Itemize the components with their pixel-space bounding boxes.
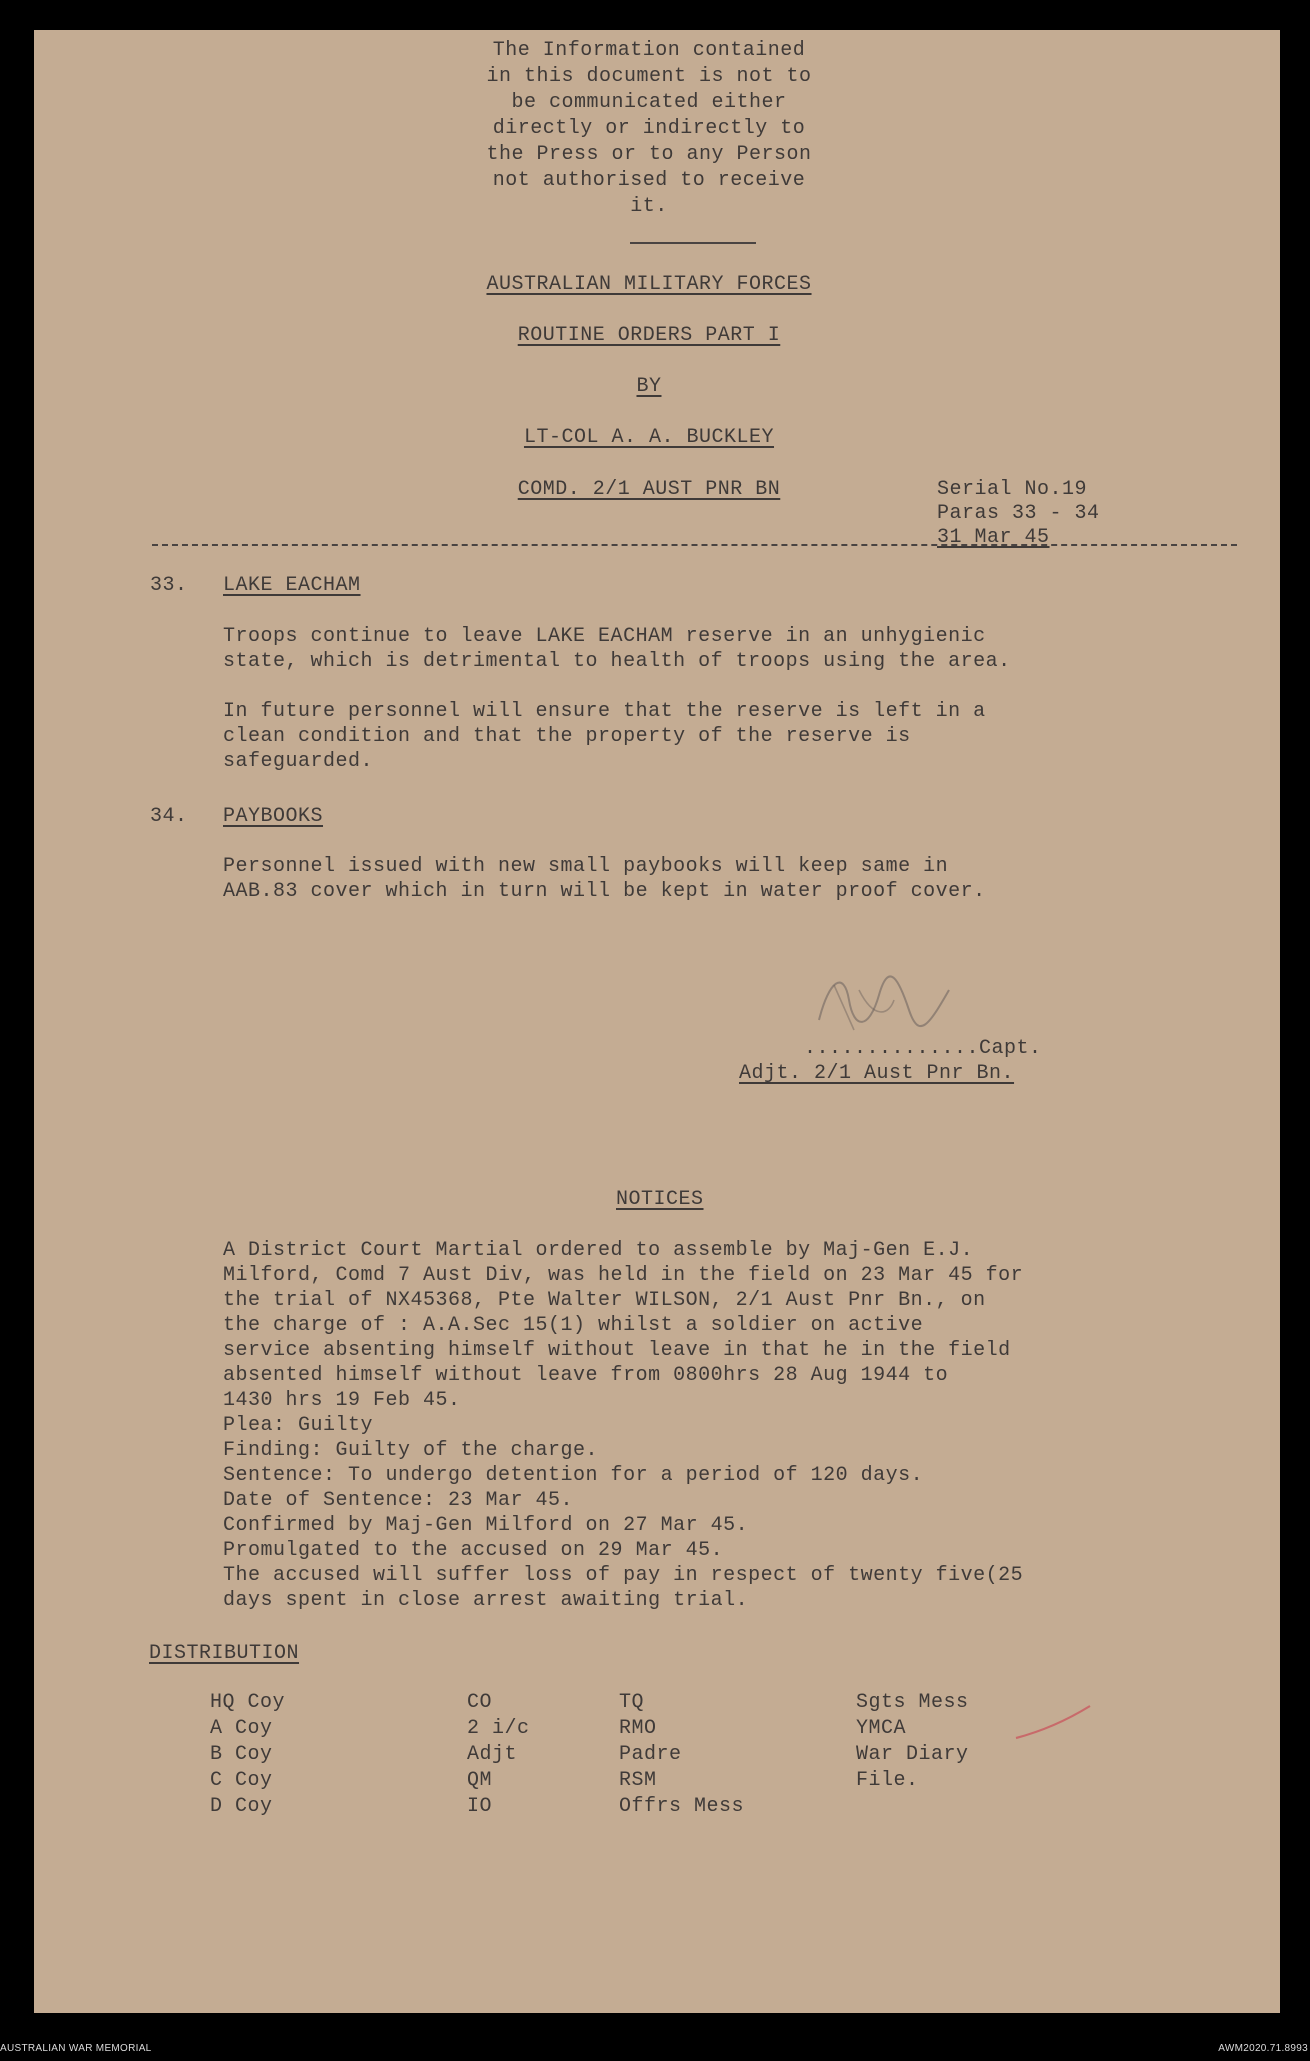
caveat-line: in this document is not to	[486, 65, 812, 88]
para-number: 33.	[150, 574, 188, 597]
footer-left: AUSTRALIAN WAR MEMORIAL	[0, 2043, 152, 2054]
signature-line: ..............Capt.	[804, 1037, 1042, 1060]
caveat-line: directly or indirectly to	[492, 117, 806, 140]
distribution-column	[210, 1690, 285, 1820]
notice-line: Finding: Guilty of the charge.	[223, 1439, 599, 1462]
para-title: LAKE EACHAM	[223, 574, 361, 597]
command-heading: COMD. 2/1 AUST PNR BN	[517, 478, 781, 501]
distribution-item: 2 i/c	[467, 1717, 530, 1740]
notices-title: NOTICES	[616, 1188, 704, 1211]
para-text: In future personnel will ensure that the reserve is left in a clean condition and that the property of the reserve is safeguarded.	[223, 700, 986, 773]
serial-number: Serial No.19	[937, 478, 1088, 501]
serial-block	[937, 478, 1100, 550]
serial-date: 31 Mar 45	[937, 526, 1050, 549]
distribution-item: War Diary	[856, 1743, 969, 1766]
footer-right: AWM2020.71.8993	[1218, 2043, 1308, 2054]
by-heading: BY	[636, 375, 662, 398]
notice-line: 1430 hrs 19 Feb 45.	[223, 1389, 461, 1412]
notice-line: Sentence: To undergo detention for a period of 120 days.	[223, 1464, 924, 1487]
distribution-item: TQ	[619, 1691, 645, 1714]
para-text: Troops continue to leave LAKE EACHAM reserve in an unhygienic state, which is detrimental to health of troops using the area.	[223, 625, 1011, 673]
caveat-line: the Press or to any Person	[486, 143, 812, 166]
notice-body	[223, 1238, 1223, 1613]
distribution-item: CO	[467, 1691, 493, 1714]
distribution-item: Sgts Mess	[856, 1691, 969, 1714]
distribution-item: Adjt	[467, 1743, 518, 1766]
notice-line: A District Court Martial ordered to assemble by Maj-Gen E.J.	[223, 1239, 974, 1262]
distribution-item: QM	[467, 1769, 493, 1792]
caveat-line: The Information contained	[492, 39, 806, 62]
notice-line: service absenting himself without leave in that he in the field	[223, 1339, 1011, 1362]
notice-line: Plea: Guilty	[223, 1414, 374, 1437]
notice-line: Promulgated to the accused on 29 Mar 45.	[223, 1539, 724, 1562]
distribution-column	[467, 1690, 530, 1820]
caveat-line: be communicated either	[511, 91, 787, 114]
serial-paras: Paras 33 - 34	[937, 502, 1100, 525]
para-number: 34.	[150, 805, 188, 828]
distribution-column	[856, 1690, 969, 1794]
distribution-item: File.	[856, 1769, 919, 1792]
notice-line: the charge of : A.A.Sec 15(1) whilst a soldier on active	[223, 1314, 924, 1337]
distribution-item: Padre	[619, 1743, 682, 1766]
distribution-column	[619, 1690, 744, 1820]
distribution-item: YMCA	[856, 1717, 907, 1740]
caveat-line: not authorised to receive	[492, 169, 806, 192]
document-page	[34, 30, 1280, 2013]
signature-title: Adjt. 2/1 Aust Pnr Bn.	[739, 1062, 1015, 1085]
notice-line: absented himself without leave from 0800hrs 28 Aug 1944 to	[223, 1364, 949, 1387]
notice-line: days spent in close arrest awaiting trial.	[223, 1589, 749, 1612]
caveat-rule	[630, 242, 756, 244]
distribution-item: RMO	[619, 1717, 657, 1740]
notice-line: Date of Sentence: 23 Mar 45.	[223, 1489, 574, 1512]
notice-line: the trial of NX45368, Pte Walter WILSON, 2/1 Aust Pnr Bn., on	[223, 1289, 986, 1312]
distribution-item: IO	[467, 1795, 493, 1818]
red-pencil-mark	[1014, 1702, 1094, 1742]
caveat-line: it.	[630, 195, 668, 218]
distribution-item: D Coy	[210, 1795, 273, 1818]
notice-line: Confirmed by Maj-Gen Milford on 27 Mar 45.	[223, 1514, 749, 1537]
distribution-item: Offrs Mess	[619, 1795, 745, 1818]
orders-heading: ROUTINE ORDERS PART I	[517, 324, 781, 347]
para-text: Personnel issued with new small paybooks will keep same in AAB.83 cover which in turn will be kept in water proof cover.	[223, 855, 986, 903]
distribution-item: B Coy	[210, 1743, 273, 1766]
distribution-title: DISTRIBUTION	[149, 1642, 300, 1665]
distribution-item: A Coy	[210, 1717, 273, 1740]
header-separator	[152, 544, 1237, 546]
org-heading: AUSTRALIAN MILITARY FORCES	[486, 273, 812, 296]
para-title: PAYBOOKS	[223, 805, 324, 828]
notice-line: Milford, Comd 7 Aust Div, was held in the field on 23 Mar 45 for	[223, 1264, 1024, 1287]
distribution-item: C Coy	[210, 1769, 273, 1792]
distribution-item: HQ Coy	[210, 1691, 286, 1714]
officer-heading: LT-COL A. A. BUCKLEY	[523, 426, 775, 449]
distribution-item: RSM	[619, 1769, 657, 1792]
notice-line: The accused will suffer loss of pay in respect of twenty five(25	[223, 1564, 1024, 1587]
security-caveat	[429, 38, 869, 220]
